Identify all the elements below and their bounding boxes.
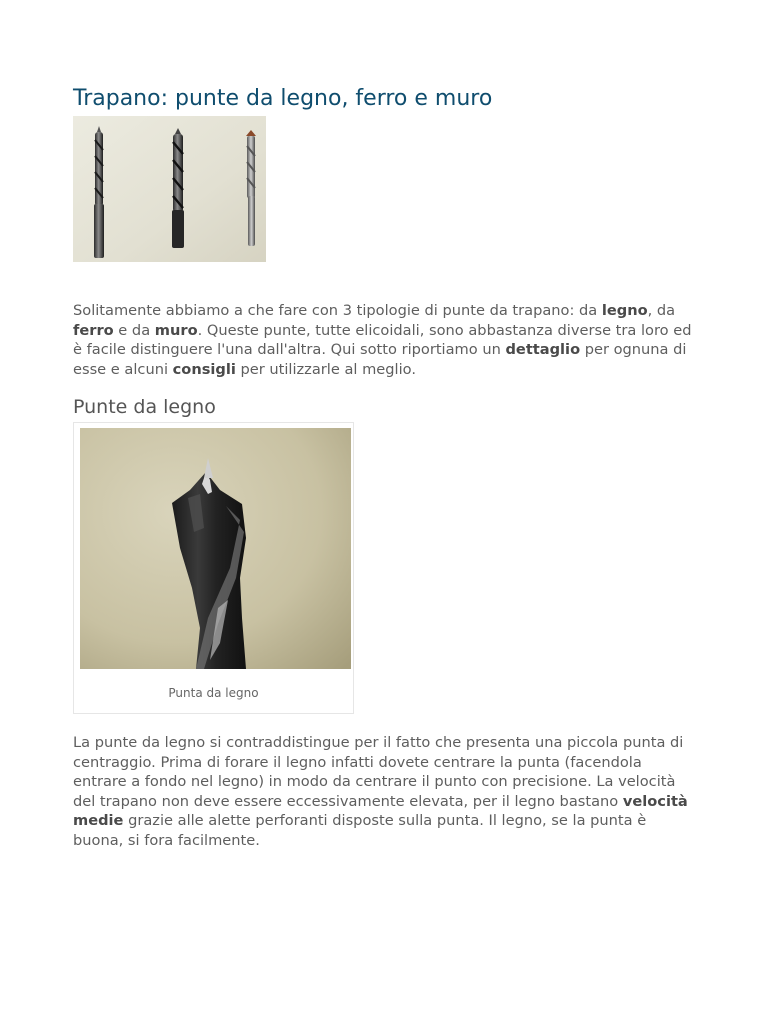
figure-wood-bit	[73, 422, 354, 714]
intro-paragraph: Solitamente abbiamo a che fare con 3 tipologie di punte da trapano: da legno, da ferro e da muro. Queste punte, tutte elicoidali, sono abbastanza diverse tra loro ed è facile distinguere l'una dall'altra. Qui sotto riportiamo un dettaglio per ognuna di esse e alcuni consigli per utilizzarle al meglio.	[73, 302, 692, 378]
page-title: Trapano: punte da legno, ferro e muro	[73, 86, 493, 111]
wood-bit-photo	[80, 428, 351, 669]
figure-caption: Punta da legno	[168, 686, 259, 700]
wood-bit-paragraph: La punte da legno si contraddistingue per il fatto che presenta una piccola punta di centraggio. Prima di forare il legno infatti dovete centrare la punta (facendola entrare a fondo nel legno) in modo da centrare il punto con precisione. La velocità del trapano non deve essere eccessivamente elevata, per il legno bastano velocità medie grazie alle alette perforanti disposte sulla punta. Il legno, se la punta è buona, si fora facilmente.	[73, 734, 688, 849]
drill-bits-photo	[73, 116, 266, 262]
section-heading: Punte da legno	[73, 396, 216, 418]
